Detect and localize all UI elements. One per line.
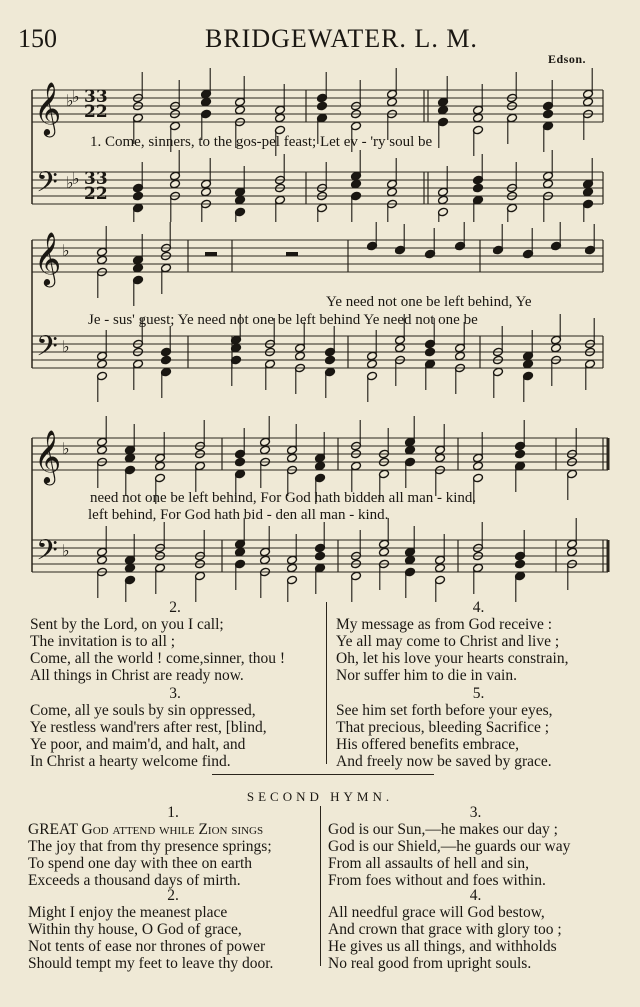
- note: [231, 355, 242, 386]
- note: [438, 76, 449, 107]
- note: [405, 416, 416, 447]
- note: [315, 563, 326, 594]
- stanza-line: He gives us all things, and withholds: [328, 938, 557, 955]
- stanza-line: All needful grace will God bestow,: [328, 904, 545, 921]
- note: [155, 432, 166, 463]
- stanza-number: 3.: [469, 804, 482, 821]
- note: [515, 420, 526, 451]
- stanza-3: [30, 685, 320, 770]
- stanza-number: 4.: [472, 599, 485, 616]
- note: [405, 526, 416, 557]
- note: [387, 68, 398, 99]
- note: [455, 351, 466, 361]
- column-divider: [320, 806, 321, 966]
- stanza-line: Ye poor, and maim'd, and halt, and: [30, 736, 246, 753]
- stanza-line: Come, all ye souls by sin oppressed,: [30, 702, 256, 719]
- note: [367, 330, 378, 361]
- stanza-line: Not tents of ease nor thrones of power: [28, 938, 266, 955]
- note: [97, 226, 108, 257]
- note: [317, 72, 328, 103]
- note: [125, 575, 136, 602]
- note: [493, 224, 504, 255]
- note: [235, 428, 246, 459]
- note: [155, 563, 166, 594]
- section-rule: [212, 774, 434, 775]
- note: [455, 222, 466, 251]
- note: [515, 461, 526, 492]
- note: [97, 526, 108, 557]
- clef-icon: 𝄞: [34, 81, 62, 135]
- stanza-line: Might I enjoy the meanest place: [28, 904, 228, 921]
- page-number: 150: [18, 24, 57, 53]
- stanza-line: No real good from upright souls.: [328, 955, 532, 972]
- note: [405, 567, 416, 598]
- note: [133, 359, 144, 390]
- stanza-line: Ye restless wand'rers after rest, [blind,: [30, 719, 267, 736]
- column-divider: [326, 602, 327, 764]
- note: [387, 199, 398, 222]
- stanza-line: From all assaults of hell and sin,: [328, 855, 530, 872]
- note: [473, 113, 484, 123]
- note: [265, 359, 276, 390]
- note: [97, 330, 108, 361]
- note: [438, 166, 449, 197]
- note: [325, 355, 336, 365]
- note: [425, 347, 436, 357]
- note: [425, 359, 436, 390]
- note: [351, 461, 362, 492]
- note: [235, 166, 246, 197]
- note: [507, 203, 518, 222]
- note: [435, 575, 446, 602]
- note: [201, 199, 212, 222]
- staff-lines: [32, 336, 603, 368]
- stanza-number: 3.: [169, 685, 181, 702]
- stanza-line: Exceeds a thousand days of mirth.: [28, 872, 241, 889]
- note: [260, 555, 271, 565]
- stanza-line: That precious, bleeding Sacrifice ;: [336, 719, 550, 736]
- note: [395, 224, 406, 255]
- stanza-line: Ye all may come to Christ and live ;: [336, 633, 560, 650]
- stanza-line: Within thy house, O God of grace,: [28, 921, 242, 938]
- note: [315, 551, 326, 561]
- stanza-number: 5.: [472, 685, 485, 702]
- stanza-line: In Christ a hearty welcome find.: [30, 753, 231, 770]
- time-signature: 33: [84, 87, 108, 107]
- note: [583, 97, 594, 107]
- note: [367, 222, 378, 251]
- flat-icon: ♭: [66, 173, 74, 192]
- note: [161, 367, 172, 398]
- stanza-line: The invitation is to all ;: [30, 633, 176, 650]
- rest: [286, 252, 298, 256]
- note: [583, 158, 594, 189]
- note: [473, 461, 484, 471]
- note: [235, 195, 246, 205]
- note: [473, 125, 484, 156]
- note: [275, 195, 286, 222]
- note: [387, 187, 398, 197]
- note: [543, 179, 554, 189]
- note: [195, 571, 206, 602]
- stanza-number: 2.: [167, 887, 179, 904]
- clef-icon: 𝄢: [36, 330, 58, 370]
- note: [387, 158, 398, 189]
- note: [523, 359, 534, 369]
- note: [133, 162, 144, 193]
- note: [201, 97, 212, 107]
- note: [235, 76, 246, 107]
- note: [125, 453, 136, 463]
- stanza-number: 1.: [167, 804, 179, 821]
- second-hymn-heading: SECOND HYMN.: [246, 789, 394, 804]
- second-hymn-stanza-4: [328, 887, 623, 972]
- note: [317, 203, 328, 222]
- note: [405, 445, 416, 455]
- note: [543, 150, 554, 181]
- note: [567, 547, 578, 557]
- note: [97, 445, 108, 455]
- hymn-title: BRIDGEWATER. L. M.: [205, 24, 478, 53]
- note: [287, 453, 298, 463]
- note: [405, 457, 416, 488]
- note: [493, 367, 504, 398]
- note: [133, 275, 144, 306]
- note: [438, 207, 449, 222]
- note: [325, 367, 336, 398]
- flat-icon: ♭: [62, 337, 70, 356]
- rest: [205, 252, 217, 256]
- note: [435, 534, 446, 565]
- flat-icon: ♭: [62, 541, 70, 560]
- composer: Edson.: [548, 52, 587, 66]
- stanza-4: [336, 599, 621, 684]
- lyric-line-system-2-lower: Je - sus' guest; Ye need not one be left behind Ye need not one be: [88, 312, 478, 328]
- note: [325, 326, 336, 357]
- note: [585, 224, 596, 255]
- note: [125, 534, 136, 565]
- note: [515, 559, 526, 569]
- second-hymn-stanza-2: [28, 887, 318, 972]
- note: [387, 97, 398, 107]
- note: [97, 555, 108, 565]
- stanza-line: To spend one day with thee on earth: [28, 855, 253, 872]
- note: [543, 109, 554, 119]
- note: [543, 80, 554, 111]
- note: [235, 547, 246, 557]
- note: [435, 563, 446, 573]
- note: [287, 534, 298, 565]
- lyric-line-system-3-upper: need not one be left behind, For God hath bidden all man - kind.: [90, 490, 477, 506]
- note: [523, 371, 534, 402]
- note: [133, 263, 144, 273]
- note: [551, 343, 562, 353]
- note: [523, 330, 534, 361]
- stanza-line: The joy that from thy presence springs;: [28, 838, 272, 855]
- lyric-line-system-1: 1. Come, sinners, to the gos-pel feast; Let ev - 'ry soul be: [90, 134, 433, 150]
- note: [438, 117, 449, 148]
- note: [201, 68, 212, 99]
- note: [551, 222, 562, 251]
- note: [473, 563, 484, 594]
- note: [235, 457, 246, 467]
- note: [405, 555, 416, 565]
- flat-icon: ♭: [72, 87, 80, 106]
- note: [543, 121, 554, 152]
- note: [161, 263, 172, 294]
- note: [170, 150, 181, 181]
- note: [379, 547, 390, 557]
- flat-icon: ♭: [72, 169, 80, 188]
- note: [438, 105, 449, 115]
- note: [133, 234, 144, 265]
- note: [425, 228, 436, 259]
- note: [351, 150, 362, 181]
- note: [515, 449, 526, 459]
- note: [97, 359, 108, 369]
- note: [551, 314, 562, 345]
- note: [133, 191, 144, 201]
- clef-icon: 𝄞: [34, 429, 62, 483]
- note: [287, 424, 298, 455]
- note: [161, 355, 172, 365]
- stanza-number: 4.: [469, 887, 482, 904]
- note: [97, 416, 108, 447]
- note: [315, 461, 326, 471]
- note: [275, 84, 286, 115]
- note: [473, 183, 484, 193]
- flat-icon: ♭: [62, 439, 70, 458]
- note: [315, 432, 326, 463]
- note: [523, 228, 534, 259]
- note: [317, 101, 328, 111]
- note: [125, 563, 136, 573]
- note: [315, 522, 326, 553]
- note: [583, 199, 594, 222]
- note: [161, 326, 172, 357]
- note: [395, 343, 406, 353]
- stanza-line: And crown that grace with glory too ;: [328, 921, 562, 938]
- stanza-line: And freely now be saved by grace.: [336, 753, 552, 770]
- stanza-2: [30, 599, 320, 684]
- note: [170, 179, 181, 189]
- note: [515, 571, 526, 602]
- note: [351, 191, 362, 222]
- stanza-line: Oh, let his love your hearts constrain,: [336, 650, 569, 667]
- note: [235, 105, 246, 115]
- note: [260, 416, 271, 447]
- note: [583, 187, 594, 197]
- stanza-line: Sent by the Lord, on you I call;: [30, 616, 224, 633]
- flat-icon: ♭: [66, 91, 74, 110]
- note: [583, 68, 594, 99]
- note: [435, 424, 446, 455]
- note: [367, 371, 378, 402]
- note: [97, 255, 108, 265]
- clef-icon: 𝄢: [36, 166, 58, 206]
- note: [351, 179, 362, 189]
- note: [351, 571, 362, 602]
- note: [585, 359, 596, 390]
- note: [125, 424, 136, 455]
- note: [295, 351, 306, 361]
- note: [367, 359, 378, 369]
- note: [260, 445, 271, 455]
- stanza-number: 2.: [169, 599, 181, 616]
- note: [155, 461, 166, 471]
- stanza-line: All things in Christ are ready now.: [30, 667, 244, 684]
- stanza-5: [336, 685, 621, 770]
- stanza-line: Should tempt my feet to leave thy door.: [28, 955, 274, 972]
- lyric-line-system-2-upper: Ye need not one be left behind, Ye: [326, 294, 532, 310]
- time-signature: 22: [84, 184, 108, 204]
- stanza-line: See him set forth before your eyes,: [336, 702, 553, 719]
- note: [435, 453, 446, 463]
- staff-lines: [32, 240, 603, 272]
- time-signature: 22: [84, 102, 108, 122]
- time-signature: 33: [84, 169, 108, 189]
- note: [287, 575, 298, 602]
- note: [195, 461, 206, 492]
- stanza-line: Nor suffer him to die in vain.: [336, 667, 517, 684]
- note: [260, 526, 271, 557]
- note: [97, 371, 108, 402]
- note: [473, 195, 484, 222]
- lyric-line-system-3-lower: left behind, For God hath bid - den all man - kind.: [88, 507, 389, 523]
- clef-icon: 𝄢: [36, 534, 58, 574]
- note: [287, 563, 298, 573]
- note: [567, 469, 578, 500]
- stanza-line: His offered benefits embrace,: [336, 736, 520, 753]
- note: [201, 187, 212, 197]
- note: [235, 559, 246, 590]
- note: [201, 158, 212, 189]
- stanza-line: God is our Shield,—he guards our way: [328, 838, 571, 855]
- second-hymn-stanza-3: [328, 804, 623, 889]
- flat-icon: ♭: [62, 241, 70, 260]
- note: [507, 113, 518, 144]
- note: [438, 195, 449, 205]
- note: [275, 113, 286, 123]
- note: [473, 154, 484, 185]
- stanza-line: GREAT God attend while Zion sings: [28, 821, 264, 838]
- clef-icon: 𝄞: [34, 231, 62, 285]
- second-hymn-stanza-1: [28, 804, 318, 889]
- note: [235, 207, 246, 222]
- stanza-line: From foes without and foes within.: [328, 872, 546, 889]
- note: [515, 530, 526, 561]
- note: [473, 432, 484, 463]
- note: [567, 518, 578, 549]
- stanza-line: Come, all the world ! come,sinner, thou !: [30, 650, 286, 667]
- stanza-line: God is our Sun,—he makes our day ;: [328, 821, 558, 838]
- note: [473, 84, 484, 115]
- stanza-line: My message as from God receive :: [336, 616, 553, 633]
- note: [133, 203, 144, 222]
